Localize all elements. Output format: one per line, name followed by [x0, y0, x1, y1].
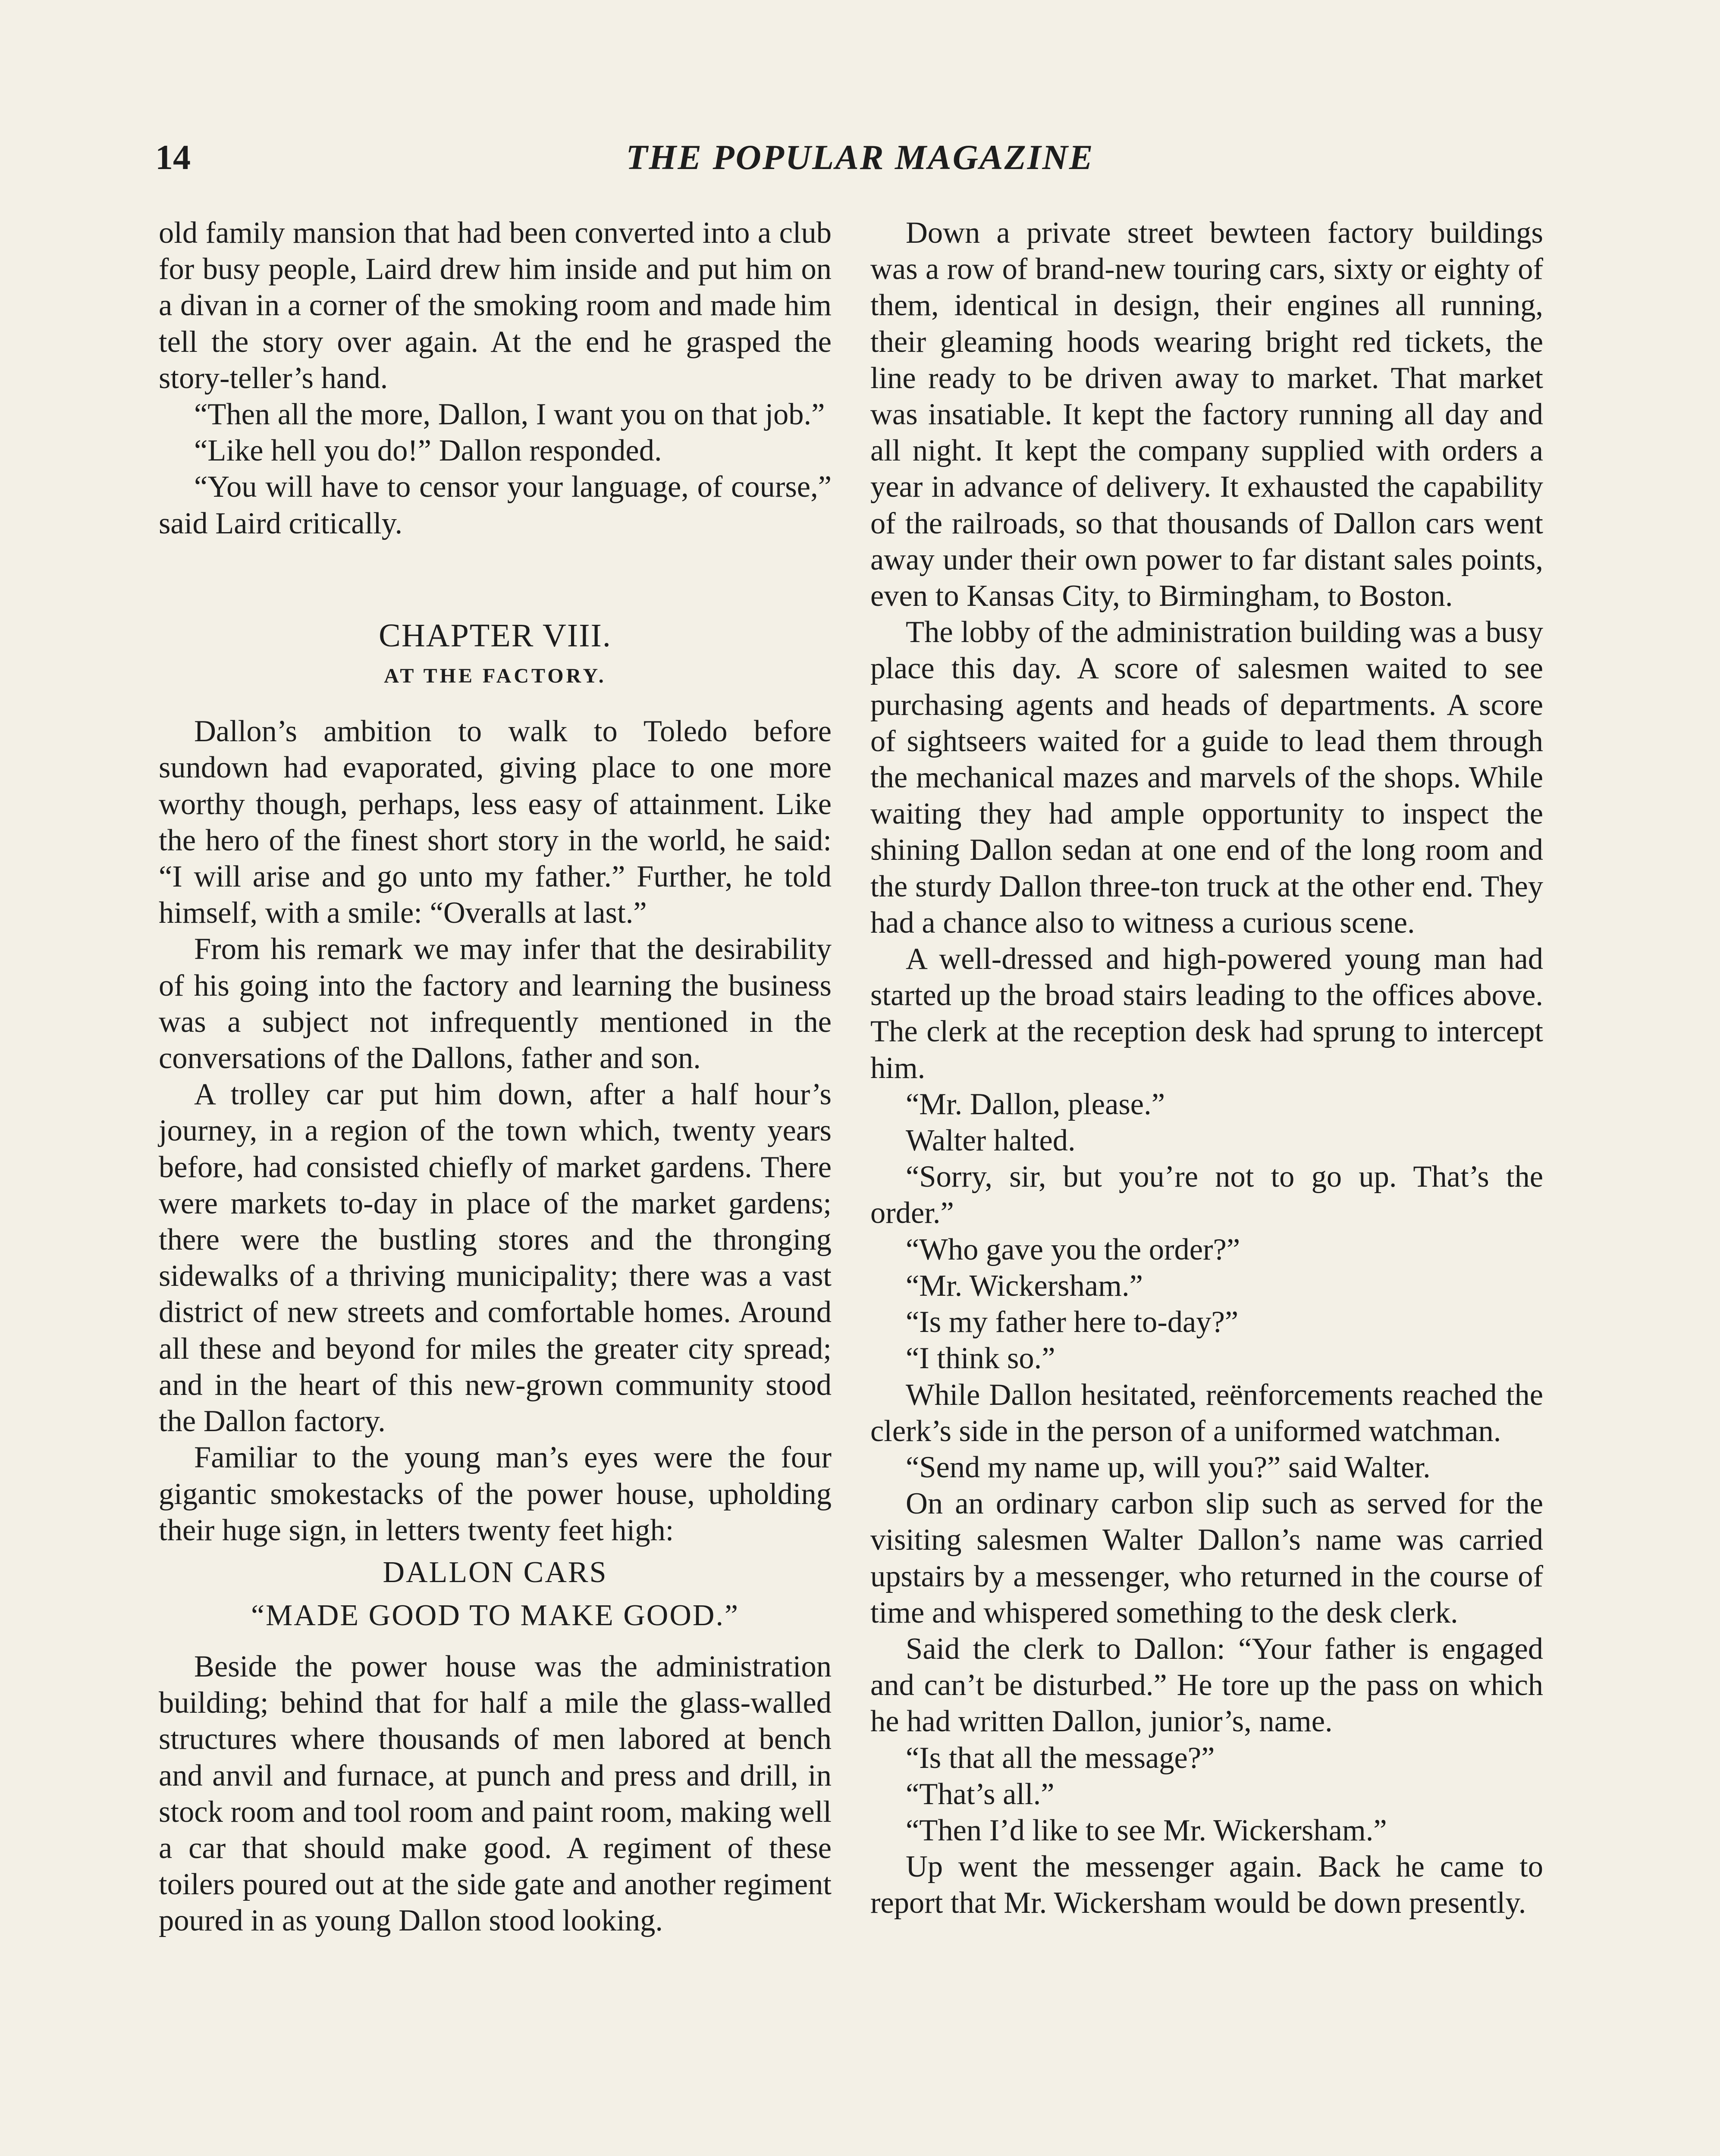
paragraph: “Then all the more, Dallon, I want you on that job.” [194, 398, 825, 432]
paragraph: “Then I’d like to see Mr. Wickersham.” [906, 1813, 1387, 1847]
paragraph: “Like hell you do!” Dallon responded. [194, 434, 662, 468]
sign-line: “MADE GOOD TO MAKE GOOD.” [251, 1598, 740, 1632]
factory-sign [159, 1551, 832, 1637]
paragraph: “Is that all the message?” [906, 1741, 1215, 1775]
sign-line: DALLON CARS [383, 1555, 608, 1589]
paragraph: “Mr. Dallon, please.” [906, 1087, 1165, 1121]
paragraph: A trolley car put him down, after a half hour’s journey, in a region of the town which, twenty years before, had consisted chiefly of market gardens. There were markets to-day in place of the market gardens; there were the bustling stores and the thronging sidewalks of a thriving municipality; there was a vast district of new streets and comfortable homes. Around all these and beyond for miles the greater city spread; and in the heart of this new-grown community stood the Dallon factory. [159, 1078, 832, 1438]
paragraph: old family mansion that had been converted into a club for busy people, Laird drew him inside and put him on a divan in a corner of the smoking room and made him tell the story over again. At the end he grasped the story-teller’s hand. [159, 216, 832, 395]
paragraph: “That’s all.” [906, 1777, 1055, 1811]
paragraph: A well-dressed and high-powered young man had started up the broad stairs leading to the offices above. The clerk at the reception desk had sprung to intercept him. [870, 942, 1543, 1085]
chapter-subtitle: AT THE FACTORY. [384, 664, 606, 688]
paragraph: Down a private street bewteen factory buildings was a row of brand-new touring cars, sixty or eighty of them, identical in design, their engines all running, their gleaming hoods wearing bright red tickets, the line ready to be driven away to market. That market was insatiable. It kept the factory running all day and all night. It kept the company supplied with orders a year in advance of delivery. It exhausted the capability of the railroads, so that thousands of Dallon cars went away under their own power to far distant sales points, even to Kansas City, to Birmingham, to Boston. [870, 216, 1543, 613]
paragraph: “Mr. Wickersham.” [906, 1269, 1143, 1303]
paragraph: “Who gave you the order?” [906, 1232, 1240, 1266]
paragraph: “Send my name up, will you?” said Walter. [906, 1450, 1431, 1484]
paragraph: Walter halted. [906, 1124, 1076, 1158]
paragraph: Dallon’s ambition to walk to Toledo before sundown had evaporated, giving place to one more worthy though, perhaps, less easy of attainment. Like the hero of the finest short story in the world, he said: “I will arise and go unto my father.” Further, he told himself, with a smile: “Overalls at last.” [159, 714, 832, 930]
chapter-title: CHAPTER VIII. [379, 617, 612, 654]
paragraph: On an ordinary carbon slip such as served for the visiting salesmen Walter Dallon’s name was carried upstairs by a messenger, who returned in the course of time and whispered something to the desk clerk. [870, 1487, 1543, 1630]
paragraph: “Is my father here to-day?” [906, 1305, 1239, 1339]
paragraph: “Sorry, sir, but you’re not to go up. That’s the order.” [870, 1160, 1543, 1230]
page-number: 14 [155, 138, 191, 177]
paragraph: While Dallon hesitated, reënforcements reached the clerk’s side in the person of a uniformed watchman. [870, 1378, 1543, 1448]
paragraph: Up went the messenger again. Back he came to report that Mr. Wickersham would be down presently. [870, 1850, 1543, 1920]
paragraph: From his remark we may infer that the desirability of his going into the factory and learning the business was a subject not infrequently mentioned in the conversations of the Dallons, father and son. [159, 932, 832, 1075]
right-column [870, 215, 1543, 1921]
left-column [159, 215, 832, 1939]
paragraph: Said the clerk to Dallon: “Your father is engaged and can’t be disturbed.” He tore up the pass on which he had written Dallon, junior’s, name. [870, 1632, 1543, 1739]
running-head: THE POPULAR MAGAZINE [626, 138, 1094, 177]
paragraph: Beside the power house was the administration building; behind that for half a mile the glass-walled structures where thousands of men labored at bench and anvil and furnace, at punch and press and drill, in stock room and tool room and paint room, making well a car that should make good. A regiment of these toilers poured out at the side gate and another regiment poured in as young Dallon stood looking. [159, 1649, 832, 1938]
paragraph: “I think so.” [906, 1341, 1055, 1376]
paragraph: “You will have to censor your language, of course,” said Laird critically. [159, 470, 832, 540]
paragraph: The lobby of the administration building was a busy place this day. A score of salesmen waited to see purchasing agents and heads of departments. A score of sightseers waited for a guide to lead them through the mechanical mazes and marvels of the shops. While waiting they had ample opportunity to inspect the shining Dallon sedan at one end of the long room and the sturdy Dallon three-ton truck at the other end. They had a chance also to witness a curious scene. [870, 615, 1543, 940]
paragraph: Familiar to the young man’s eyes were the four gigantic smokestacks of the power house, upholding their huge sign, in letters twenty feet high: [159, 1441, 832, 1547]
